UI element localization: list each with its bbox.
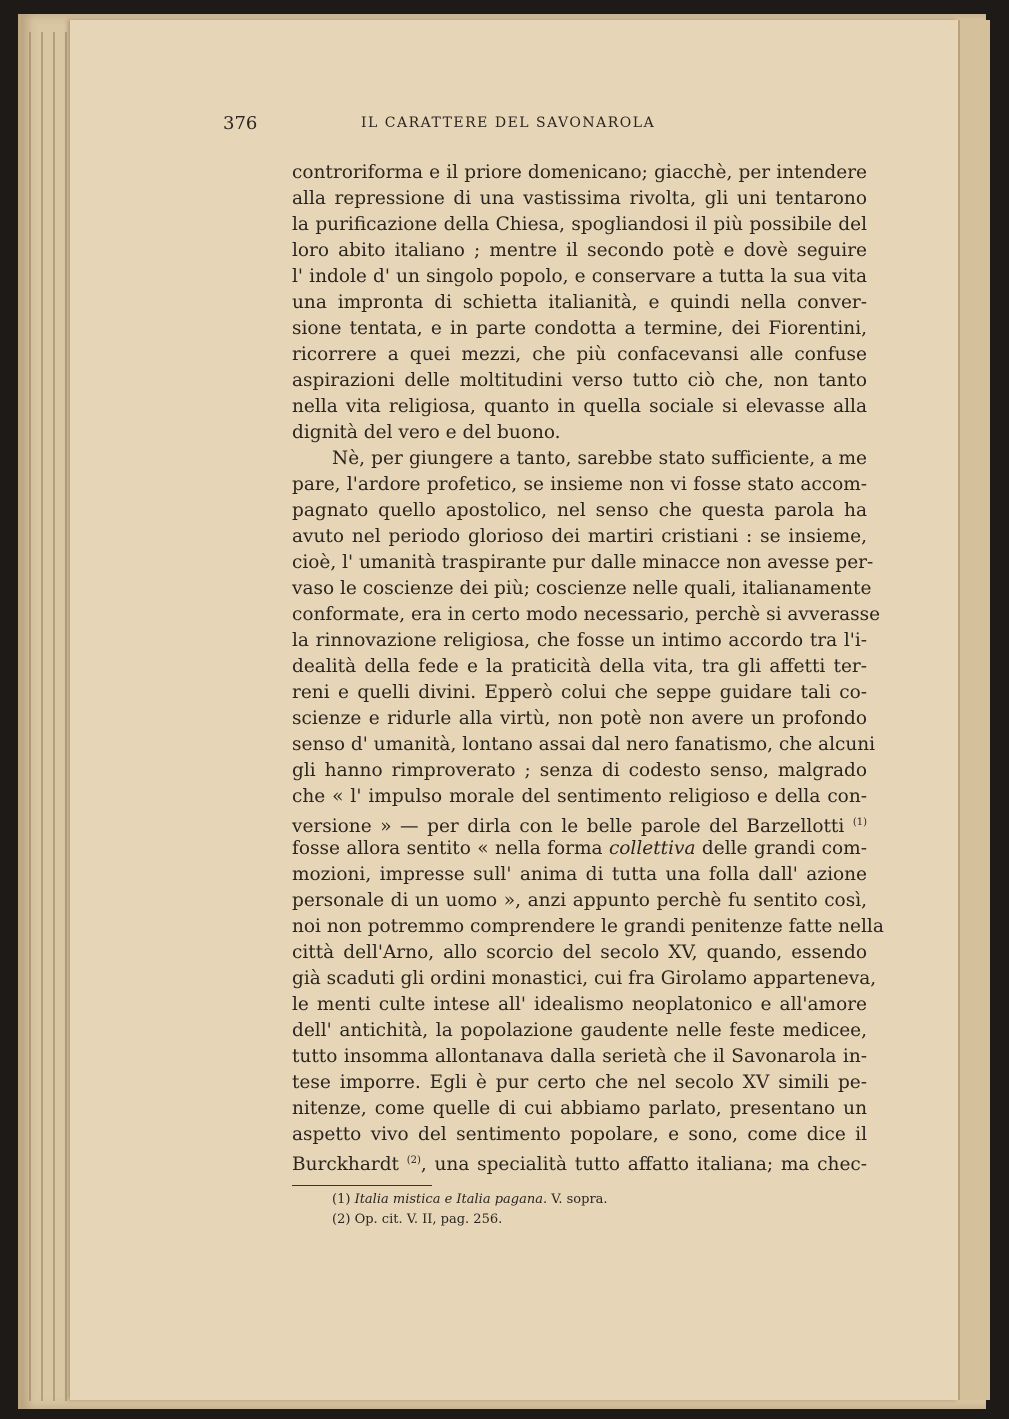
text-line: nella vita religiosa, quanto in quella sociale si elevasse alla bbox=[292, 396, 867, 417]
page-number: 376 bbox=[223, 113, 258, 134]
text-line: nitenze, come quelle di cui abbiamo parlato, presentano un bbox=[292, 1098, 867, 1119]
text-line: tese imporre. Egli è pur certo che nel secolo XV simili pe- bbox=[292, 1072, 867, 1093]
footnote-ref: (2) bbox=[406, 1155, 421, 1166]
body-text bbox=[292, 160, 884, 1176]
text-line bbox=[292, 810, 867, 836]
text-line: mozioni, impresse sull' anima di tutta una folla dall' azione bbox=[292, 864, 867, 885]
text-line: controriforma e il priore domenicano; giacchè, per intendere bbox=[292, 162, 867, 183]
text-line: Nè, per giungere a tanto, sarebbe stato sufficiente, a me bbox=[332, 448, 867, 469]
text-line: sione tentata, e in parte condotta a termine, dei Fiorentini, bbox=[292, 318, 867, 339]
text-line: città dell'Arno, allo scorcio del secolo XV, quando, essendo bbox=[292, 942, 867, 963]
text-line: dignità del vero e del buono. bbox=[292, 422, 561, 443]
text-line: l' indole d' un singolo popolo, e conservare a tutta la sua vita bbox=[292, 266, 867, 287]
text-line: le menti culte intese all' idealismo neoplatonico e all'amore bbox=[292, 994, 867, 1015]
text-fragment: Burckhardt bbox=[292, 1154, 399, 1176]
footnote bbox=[332, 1190, 832, 1210]
text-line: reni e quelli divini. Epperò colui che seppe guidare tali co- bbox=[292, 682, 867, 703]
text-line: alla repressione di una vastissima rivolta, gli uni tentarono bbox=[292, 188, 867, 209]
text-line: già scaduti gli ordini monastici, cui fra Girolamo apparteneva, bbox=[292, 968, 877, 989]
facing-page-strip bbox=[958, 20, 990, 1400]
text-line: pagnato quello apostolico, nel senso che questa parola ha bbox=[292, 500, 867, 521]
footnote bbox=[332, 1210, 832, 1230]
page-edge bbox=[53, 32, 55, 1401]
text-line: senso d' umanità, lontano assai dal nero fanatismo, che alcuni bbox=[292, 734, 876, 755]
text-line: dell' antichità, la popolazione gaudente nelle feste medicee, bbox=[292, 1020, 867, 1041]
text-line: la purificazione della Chiesa, spogliandosi il più possibile del bbox=[292, 214, 867, 235]
text-line: avuto nel periodo glorioso dei martiri cristiani : se insieme, bbox=[292, 526, 867, 547]
footnote-ref: (1) bbox=[852, 817, 867, 828]
text-line: che « l' impulso morale del sentimento religioso e della con- bbox=[292, 786, 867, 807]
footnote-marker: (2) bbox=[332, 1212, 351, 1227]
running-head bbox=[223, 113, 723, 139]
page-edge bbox=[41, 32, 43, 1401]
footnote-text: V. sopra. bbox=[551, 1192, 608, 1207]
text-line: tutto insomma allontanava dalla serietà che il Savonarola in- bbox=[292, 1046, 867, 1067]
footnote-text: Op. cit. V. II, pag. 256. bbox=[354, 1212, 503, 1227]
text-fragment: , una specialità tutto affatto italiana; ma chec- bbox=[420, 1154, 867, 1176]
text-line bbox=[292, 836, 867, 862]
text-line: scienze e ridurle alla virtù, non potè non avere un profondo bbox=[292, 708, 867, 729]
running-title: IL CARATTERE DEL SAVONAROLA bbox=[361, 115, 656, 131]
page-edge bbox=[65, 32, 67, 1401]
text-fragment: versione » — per dirla con le belle parole del Barzellotti bbox=[292, 816, 845, 838]
text-line: conformate, era in certo modo necessario, perchè si avverasse bbox=[292, 604, 881, 625]
text-line: una impronta di schietta italianità, e quindi nella conver- bbox=[292, 292, 867, 313]
text-line: la rinnovazione religiosa, che fosse un intimo accordo tra l'i- bbox=[292, 630, 867, 651]
page-edge bbox=[29, 32, 31, 1401]
text-line: vaso le coscienze dei più; coscienze nelle quali, italianamente bbox=[292, 578, 872, 599]
text-line: personale di un uomo », anzi appunto perchè fu sentito così, bbox=[292, 890, 867, 911]
text-line: dealità della fede e la praticità della vita, tra gli affetti ter- bbox=[292, 656, 867, 677]
text-line: aspirazioni delle moltitudini verso tutto ciò che, non tanto bbox=[292, 370, 867, 391]
text-fragment: fosse allora sentito « nella forma bbox=[292, 838, 603, 859]
text-line: cioè, l' umanità traspirante pur dalle minacce non avesse per- bbox=[292, 552, 874, 573]
text-line: noi non potremmo comprendere le grandi penitenze fatte nella bbox=[292, 916, 884, 937]
footnote-marker: (1) bbox=[332, 1192, 351, 1207]
text-fragment: delle grandi com- bbox=[701, 838, 867, 859]
text-line: aspetto vivo del sentimento popolare, e sono, come dice il bbox=[292, 1124, 867, 1145]
text-line: ricorrere a quei mezzi, che più confacevansi alle confuse bbox=[292, 344, 867, 365]
text-line: loro abito italiano ; mentre il secondo potè e dovè seguire bbox=[292, 240, 867, 261]
text-line: gli hanno rimproverato ; senza di codesto senso, malgrado bbox=[292, 760, 867, 781]
footnote-title: Italia mistica e Italia pagana. bbox=[354, 1192, 548, 1207]
footnote-rule bbox=[292, 1185, 432, 1186]
text-line: pare, l'ardore profetico, se insieme non vi fosse stato accom- bbox=[292, 474, 867, 495]
footnotes bbox=[332, 1190, 832, 1230]
italic-term: collettiva bbox=[608, 838, 696, 859]
text-line bbox=[292, 1148, 867, 1174]
